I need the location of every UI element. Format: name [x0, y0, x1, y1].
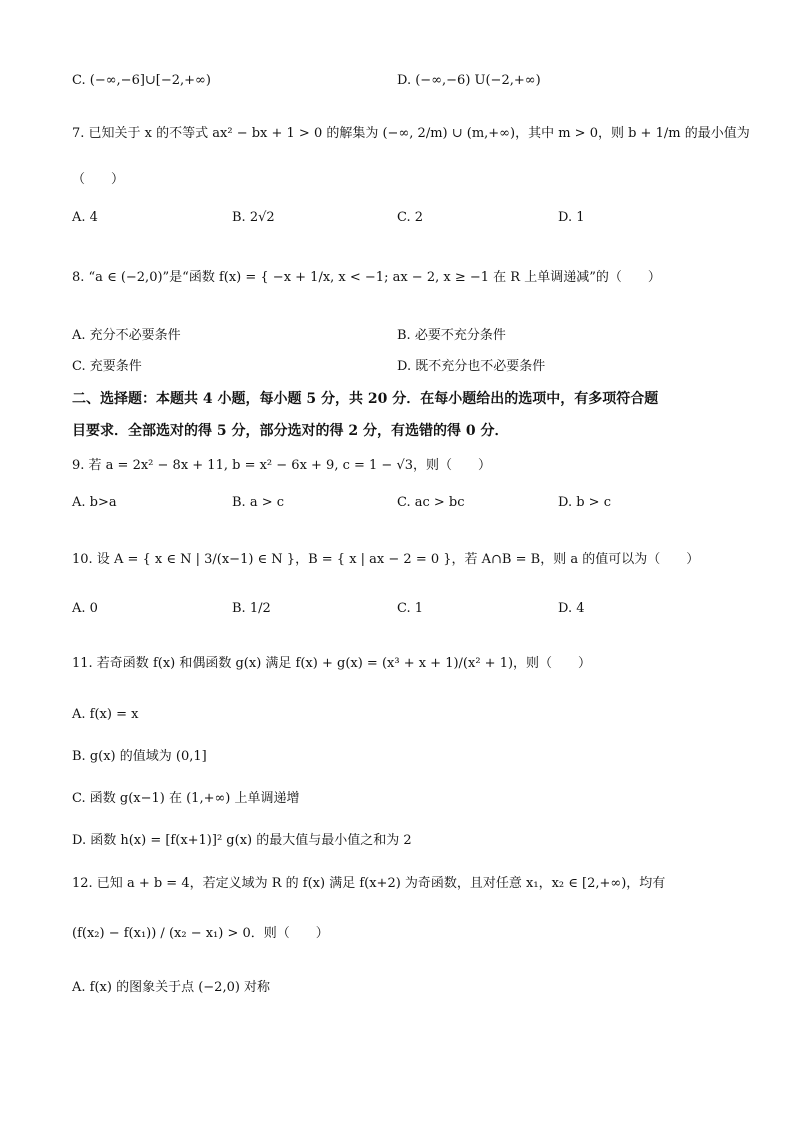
q12-option-a: A. f(x) 的图象关于点 (−2,0) 对称 [72, 980, 271, 995]
q8-stem: 8. “a ∈ (−2,0)”是“函数 f(x) = { −x + 1/x, x < −1; ax − 2, x ≥ −1 在 R 上单调递减”的（ ） [72, 270, 661, 285]
q12-stem: 12. 已知 a + b = 4，若定义域为 R 的 f(x) 满足 f(x+2) 为奇函数，且对任意 x₁，x₂ ∈ [2,+∞)，均有 [72, 876, 666, 891]
q7-option-c: C. 2 [397, 210, 424, 225]
q11-option-b: B. g(x) 的值域为 (0,1] [72, 749, 207, 764]
q7-stem: 7. 已知关于 x 的不等式 ax² − bx + 1 > 0 的解集为 (−∞, 2/m) ∪ (m,+∞)，其中 m > 0，则 b + 1/m 的最小值为 [72, 126, 750, 141]
q7-option-b: B. 2√2 [232, 210, 275, 225]
q11-stem: 11. 若奇函数 f(x) 和偶函数 g(x) 满足 f(x) + g(x) = (x³ + x + 1)/(x² + 1)，则（ ） [72, 656, 592, 671]
q7-option-d: D. 1 [558, 210, 585, 225]
q11-option-c: C. 函数 g(x−1) 在 (1,+∞) 上单调递增 [72, 791, 300, 806]
q9-option-b: B. a > c [232, 495, 285, 510]
q12-condition: (f(x₂) − f(x₁)) / (x₂ − x₁) > 0．则（ ） [72, 926, 329, 941]
section2-line1: 二、选择题：本题共 4 小题，每小题 5 分，共 20 分．在每小题给出的选项中，有多项符合题 [72, 391, 659, 407]
q9-option-d: D. b > c [558, 495, 611, 510]
q6-option-c: C. (−∞,−6]∪[−2,+∞) [72, 73, 211, 88]
q10-option-c: C. 1 [397, 601, 424, 616]
q8-option-b: B. 必要不充分条件 [397, 328, 506, 343]
q9-option-c: C. ac > bc [397, 495, 465, 510]
q9-option-a: A. b>a [72, 495, 117, 510]
q11-option-d: D. 函数 h(x) = [f(x+1)]² g(x) 的最大值与最小值之和为 2 [72, 833, 412, 848]
q7-option-a: A. 4 [72, 210, 98, 225]
q6-option-d: D. (−∞,−6) U(−2,+∞) [397, 73, 541, 88]
q8-option-a: A. 充分不必要条件 [72, 328, 181, 343]
q10-stem: 10. 设 A = { x ∈ N | 3/(x−1) ∈ N }，B = { x | ax − 2 = 0 }，若 A∩B = B，则 a 的值可以为（ ） [72, 552, 700, 567]
q10-option-b: B. 1/2 [232, 601, 271, 616]
q9-stem: 9. 若 a = 2x² − 8x + 11, b = x² − 6x + 9, c = 1 − √3，则（ ） [72, 458, 492, 473]
q10-option-d: D. 4 [558, 601, 585, 616]
q7-paren: （ ） [72, 172, 125, 187]
q8-option-c: C. 充要条件 [72, 359, 142, 374]
section2-line2: 目要求．全部选对的得 5 分，部分选对的得 2 分，有选错的得 0 分． [72, 423, 509, 439]
q10-option-a: A. 0 [72, 601, 98, 616]
q11-option-a: A. f(x) = x [72, 707, 139, 722]
q8-option-d: D. 既不充分也不必要条件 [397, 359, 546, 374]
